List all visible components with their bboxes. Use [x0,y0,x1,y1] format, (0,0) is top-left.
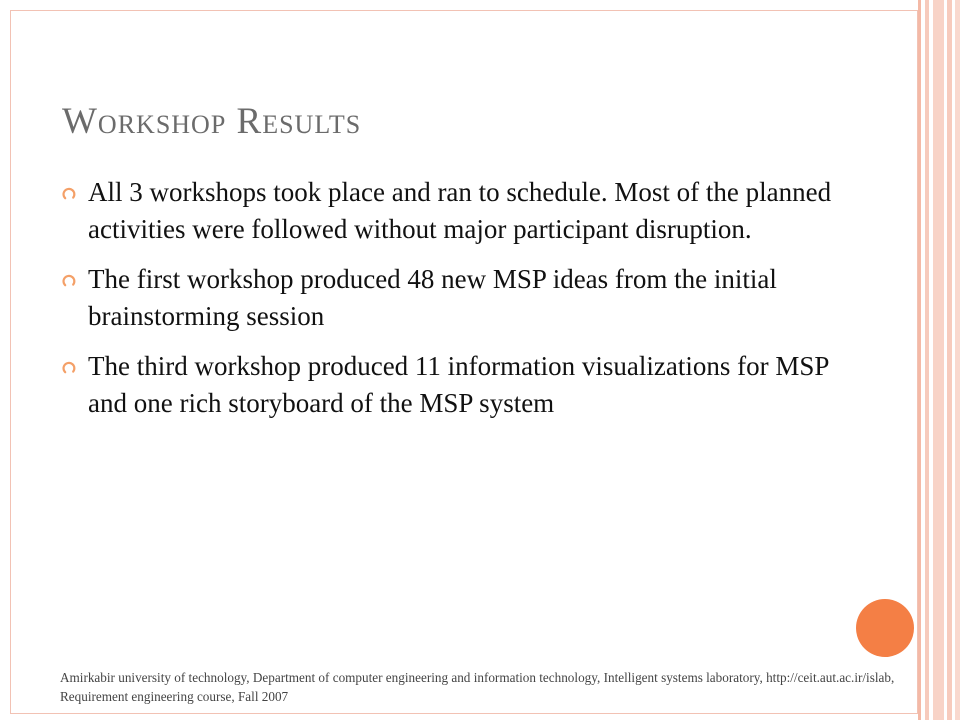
slide-footer: Amirkabir university of technology, Department of computer engineering and information technology, Intelligent systems laboratory, http://ceit.aut.ac.ir/islab, Requirement engineering course, Fall 2007 [60,670,895,704]
list-item [62,261,842,335]
list-item [62,174,842,248]
orange-circle-decoration [856,599,914,657]
stripe [955,0,960,720]
list-item [62,348,842,422]
open-circle-bullet-icon [62,187,76,201]
stripe [918,0,921,720]
slide-title: Workshop Results [62,101,362,142]
stripe [925,0,929,720]
bullet-text: All 3 workshops took place and ran to schedule. Most of the planned activities were followed without major participant disruption. [88,177,832,244]
decorative-stripes [918,0,960,720]
open-circle-bullet-icon [62,274,76,288]
bullet-text: The third workshop produced 11 information visualizations for MSP and one rich storyboard of the MSP system [88,351,829,418]
open-circle-bullet-icon [62,361,76,375]
stripe [933,0,944,720]
stripe [947,0,952,720]
bullet-list [62,174,842,435]
bullet-text: The first workshop produced 48 new MSP ideas from the initial brainstorming session [88,264,777,331]
